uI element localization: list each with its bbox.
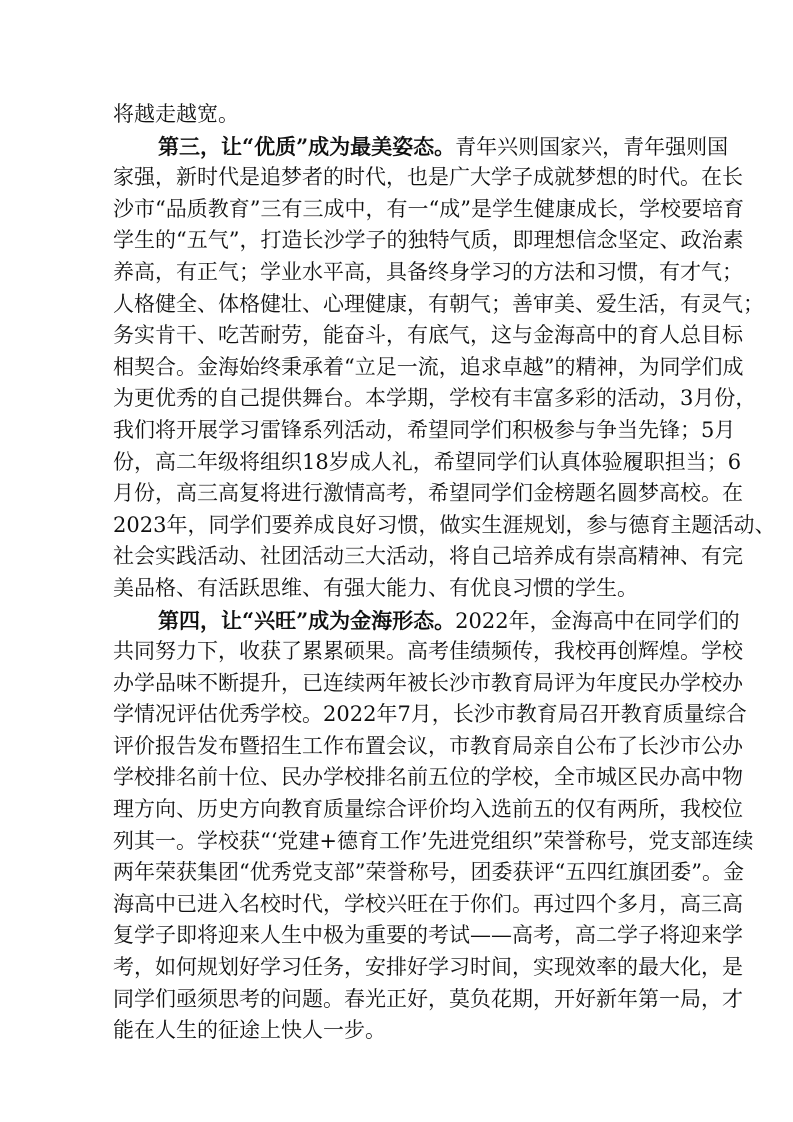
line-text: 学生的“五气”，打造长沙学子的独特气质，即理想信念坚定、政治素 <box>113 228 744 253</box>
line-text: 美品格、有活跃思维、有强大能力、有优良习惯的学生。 <box>113 575 638 600</box>
text-line <box>113 889 743 921</box>
text-line <box>113 162 743 194</box>
line-text: 评价报告发布暨招生工作布置会议，市教育局亲自公布了长沙市公办 <box>113 733 743 758</box>
paragraph-heading: 第三，让“优质”成为最美姿态。 <box>158 133 456 159</box>
text-line <box>113 573 681 605</box>
line-text: 沙市“品质教育”三有三成中，有一“成”是学生健康成长，学校要培育 <box>113 196 744 221</box>
paragraph-heading: 第四，让“兴旺”成为金海形态。 <box>158 607 456 633</box>
line-text: 两年荣获集团“优秀党支部”荣誉称号，团委获评“五四红旗团委”。金 <box>113 860 744 885</box>
text-line <box>113 131 729 163</box>
text-line <box>113 857 744 889</box>
line-text: 复学子即将迎来人生中极为重要的考试——高考，高二学子将迎来学 <box>113 923 743 948</box>
text-line <box>113 1015 681 1047</box>
line-text: 2022年，金海高中在同学们的 <box>455 608 740 633</box>
line-text: 为更优秀的自己提供舞台。本学期，学校有丰富多彩的活动，3月份， <box>113 386 757 411</box>
line-text: 务实肯干、吃苦耐劳，能奋斗，有底气，这与金海高中的育人总目标 <box>113 323 743 348</box>
text-line <box>113 541 743 573</box>
text-line <box>113 225 744 257</box>
text-line <box>113 320 743 352</box>
line-text: 同学们亟须思考的问题。春光正好，莫负花期，开好新年第一局，才 <box>113 986 743 1011</box>
line-text: 列其一。学校获“‘党建+德育工作’先进党组织”荣誉称号，党支部连续 <box>113 828 754 853</box>
line-text: 学情况评估优秀学校。2022年7月，长沙市教育局召开教育质量综合 <box>113 702 747 727</box>
text-line <box>113 826 754 858</box>
line-text: 社会实践活动、社团活动三大活动，将自己培养成有崇高精神、有完 <box>113 544 743 569</box>
line-text: 将越走越宽。 <box>113 102 239 126</box>
text-line <box>113 194 744 226</box>
text-line <box>113 352 744 384</box>
line-text: 相契合。金海始终秉承着“立足一流，追求卓越”的精神，为同学们成 <box>113 354 744 379</box>
line-text: 养高，有正气；学业水平高，具备终身学习的方法和习惯，有才气； <box>113 259 743 284</box>
line-text: 能在人生的征途上快人一步。 <box>113 1018 386 1043</box>
line-text: 考，如何规划好学习任务，安排好学习时间，实现效率的最大化，是 <box>113 955 743 980</box>
line-text: 家强，新时代是追梦者的时代，也是广大学子成就梦想的时代。在长 <box>113 165 743 190</box>
text-line <box>113 99 681 131</box>
text-line <box>113 383 757 415</box>
line-text: 共同努力下，收获了累累硕果。高考佳绩频传，我校再创辉煌。学校 <box>113 639 743 664</box>
text-line <box>113 762 743 794</box>
text-line <box>113 510 776 542</box>
line-text: 理方向、历史方向教育质量综合评价均入选前五的仅有两所，我校位 <box>113 797 743 822</box>
text-line <box>113 257 743 289</box>
text-line <box>113 636 743 668</box>
line-text: 海高中已进入名校时代，学校兴旺在于你们。再过四个多月，高三高 <box>113 891 743 916</box>
line-text: 月份，高三高复将进行激情高考，希望同学们金榜题名圆梦高校。在 <box>113 481 743 506</box>
line-text: 人格健全、体格健壮、心理健康，有朝气；善审美、爱生活，有灵气； <box>113 291 764 316</box>
text-line <box>113 447 742 479</box>
line-text: 青年兴则国家兴，青年强则国 <box>455 134 729 159</box>
text-line <box>113 605 740 637</box>
text-line <box>113 699 747 731</box>
text-line <box>113 731 743 763</box>
line-text: 办学品味不断提升，已连续两年被长沙市教育局评为年度民办学校办 <box>113 670 743 695</box>
document-body <box>113 99 776 1047</box>
line-text: 我们将开展学习雷锋系列活动，希望同学们积极参与争当先锋；5月 <box>113 417 736 442</box>
text-line <box>113 415 736 447</box>
line-text: 学校排名前十位、民办学校排名前五位的学校，全市城区民办高中物 <box>113 765 743 790</box>
text-line <box>113 668 743 700</box>
text-line <box>113 984 743 1016</box>
line-text: 2023年，同学们要养成良好习惯，做实生涯规划，参与德育主题活动、 <box>113 512 776 537</box>
line-text: 份，高二年级将组织18岁成人礼，希望同学们认真体验履职担当；6 <box>113 449 742 474</box>
text-line <box>113 920 743 952</box>
text-line <box>113 478 743 510</box>
text-line <box>113 952 743 984</box>
text-line <box>113 794 743 826</box>
text-line <box>113 289 764 321</box>
